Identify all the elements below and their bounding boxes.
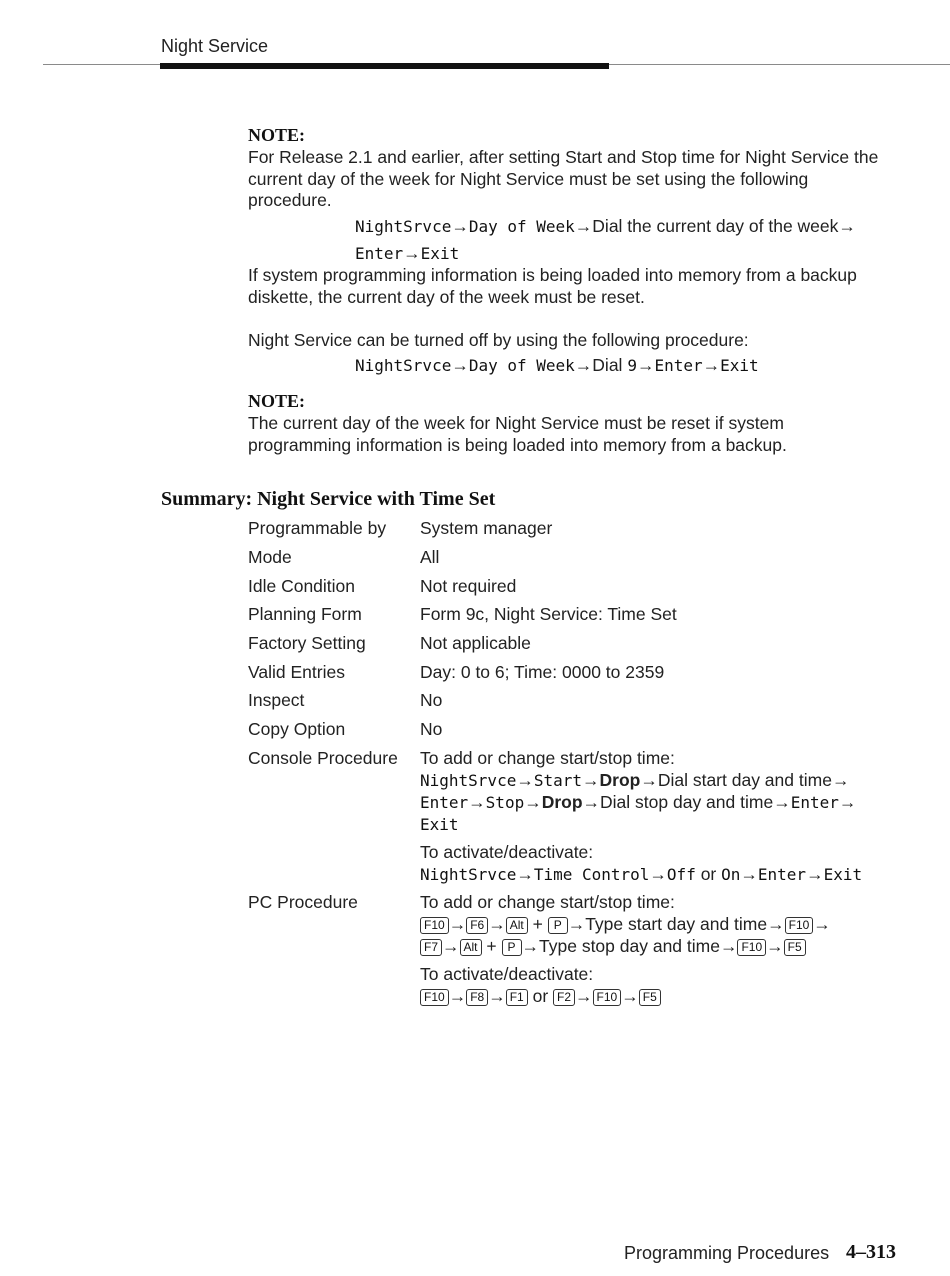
pc-activate-title: To activate/deactivate: — [420, 964, 594, 984]
alt-key: Alt — [460, 939, 482, 956]
procedure-line — [420, 936, 806, 957]
row-label: Programmable by — [248, 518, 387, 538]
procedure-line — [355, 355, 759, 376]
row-label: Inspect — [248, 690, 305, 710]
instruction: Dial the current day of the week — [592, 216, 839, 236]
f10-key: F10 — [737, 939, 766, 956]
or-text: or — [695, 864, 722, 884]
row-label: Factory Setting — [248, 633, 366, 653]
f8-key: F8 — [466, 989, 488, 1006]
note1-line: procedure. — [248, 190, 332, 210]
arrow-icon: → — [567, 914, 586, 934]
arrow-icon: → — [574, 355, 593, 375]
arrow-icon: → — [831, 770, 850, 790]
command: Exit — [420, 815, 459, 834]
command: Enter — [420, 793, 469, 812]
row-label: Planning Form — [248, 604, 362, 624]
arrow-icon: → — [488, 914, 506, 934]
instruction: Dial — [592, 355, 628, 375]
row-value: Not required — [420, 576, 517, 596]
note1-line: current day of the week for Night Service must be set using the following — [248, 169, 809, 189]
alt-key: Alt — [506, 917, 528, 934]
f5-key: F5 — [639, 989, 661, 1006]
or-text: or — [532, 986, 549, 1006]
header-bar — [160, 63, 609, 69]
f6-key: F6 — [466, 917, 488, 934]
arrow-icon: → — [524, 792, 542, 812]
arrow-icon: → — [806, 864, 824, 884]
arrow-icon: → — [740, 864, 758, 884]
command: On — [721, 865, 741, 884]
command: NightSrvce — [355, 217, 452, 236]
row-label: Idle Condition — [248, 576, 356, 596]
running-header: Night Service — [161, 36, 269, 56]
arrow-icon: → — [448, 914, 467, 934]
command: Time Control — [533, 865, 650, 884]
plus-sign: + — [486, 936, 497, 956]
arrow-icon: → — [640, 770, 658, 790]
note-label: NOTE: — [248, 125, 306, 145]
console-add-title: To add or change start/stop time: — [420, 748, 675, 768]
paragraph: Night Service can be turned off by using the following procedure: — [248, 330, 749, 350]
arrow-icon: → — [516, 770, 534, 790]
command: Day of Week — [468, 356, 575, 375]
row-label: Valid Entries — [248, 662, 345, 682]
arrow-icon: → — [574, 216, 593, 236]
arrow-icon: → — [521, 936, 540, 956]
p-key: P — [548, 917, 568, 934]
row-label: Mode — [248, 547, 292, 567]
command: Enter — [757, 865, 807, 884]
command: NightSrvce — [420, 865, 517, 884]
arrow-icon: → — [773, 792, 791, 812]
command: Off — [666, 865, 696, 884]
f10-key: F10 — [785, 917, 814, 934]
arrow-icon: → — [488, 986, 506, 1006]
procedure-line — [420, 770, 849, 791]
summary-title: Summary: Night Service with Time Set — [161, 488, 496, 510]
row-label: Copy Option — [248, 719, 346, 739]
procedure-line — [355, 243, 459, 264]
arrow-icon: → — [649, 864, 667, 884]
instruction: Type start day and time — [585, 914, 768, 934]
command: Stop — [485, 793, 525, 812]
plus-sign: + — [532, 914, 543, 934]
instruction: Type stop day and time — [539, 936, 720, 956]
f5-key: F5 — [784, 939, 806, 956]
arrow-icon: → — [468, 792, 486, 812]
arrow-icon: → — [702, 355, 721, 375]
row-label: Console Procedure — [248, 748, 398, 768]
command: Exit — [420, 244, 460, 263]
command: Enter — [355, 244, 404, 263]
command: Day of Week — [468, 217, 575, 236]
arrow-icon: → — [582, 792, 601, 812]
arrow-icon: → — [719, 936, 738, 956]
arrow-icon: → — [451, 216, 469, 236]
row-value: System manager — [420, 518, 553, 538]
f2-key: F2 — [553, 989, 575, 1006]
procedure-line — [420, 792, 856, 813]
row-value: Day: 0 to 6; Time: 0000 to 2359 — [420, 662, 665, 682]
f7-key: F7 — [420, 939, 442, 956]
arrow-icon: → — [516, 864, 534, 884]
p-key: P — [502, 939, 522, 956]
command-drop: Drop — [541, 792, 583, 812]
command: Exit — [720, 356, 759, 375]
note1-line: For Release 2.1 and earlier, after setting Start and Stop time for Night Service the — [248, 147, 879, 167]
page-number: 4–313 — [846, 1241, 896, 1263]
command: 9 — [627, 356, 637, 375]
arrow-icon: → — [575, 986, 593, 1006]
f1-key: F1 — [506, 989, 528, 1006]
arrow-icon: → — [621, 986, 639, 1006]
command: NightSrvce — [420, 771, 517, 790]
arrow-icon: → — [442, 936, 460, 956]
footer-section: Programming Procedures — [624, 1243, 830, 1263]
row-value: Not applicable — [420, 633, 531, 653]
row-value: No — [420, 719, 443, 739]
note-label: NOTE: — [248, 391, 306, 411]
procedure-line — [420, 986, 661, 1007]
command: NightSrvce — [355, 356, 452, 375]
note1-line: If system programming information is being loaded into memory from a backup — [248, 265, 857, 285]
procedure-line — [420, 864, 862, 885]
arrow-icon: → — [451, 355, 469, 375]
note1-line: diskette, the current day of the week must be reset. — [248, 287, 645, 307]
arrow-icon: → — [766, 936, 784, 956]
pc-add-title: To add or change start/stop time: — [420, 892, 675, 912]
row-value: Form 9c, Night Service: Time Set — [420, 604, 677, 624]
row-value: All — [420, 547, 440, 567]
row-label: PC Procedure — [248, 892, 358, 912]
command: Enter — [790, 793, 839, 812]
procedure-line — [420, 914, 831, 935]
instruction: Dial start day and time — [657, 770, 832, 790]
note2-line: programming information is being loaded into memory from a backup. — [248, 435, 787, 455]
procedure-line — [355, 216, 856, 237]
arrow-icon: → — [767, 914, 785, 934]
arrow-icon: → — [838, 216, 856, 236]
arrow-icon: → — [403, 243, 421, 263]
f10-key: F10 — [420, 989, 449, 1006]
f10-key: F10 — [593, 989, 622, 1006]
arrow-icon: → — [813, 914, 831, 934]
console-activate-title: To activate/deactivate: — [420, 842, 594, 862]
arrow-icon: → — [582, 770, 600, 790]
arrow-icon: → — [636, 355, 655, 375]
procedure-line — [420, 814, 459, 835]
f10-key: F10 — [420, 917, 449, 934]
command: Start — [533, 771, 582, 790]
command: Enter — [654, 356, 703, 375]
arrow-icon: → — [448, 986, 467, 1006]
command-drop: Drop — [599, 770, 641, 790]
command: Exit — [823, 865, 863, 884]
instruction: Dial stop day and time — [600, 792, 774, 812]
arrow-icon: → — [838, 792, 857, 812]
row-value: No — [420, 690, 443, 710]
note2-line: The current day of the week for Night Service must be reset if system — [248, 413, 784, 433]
